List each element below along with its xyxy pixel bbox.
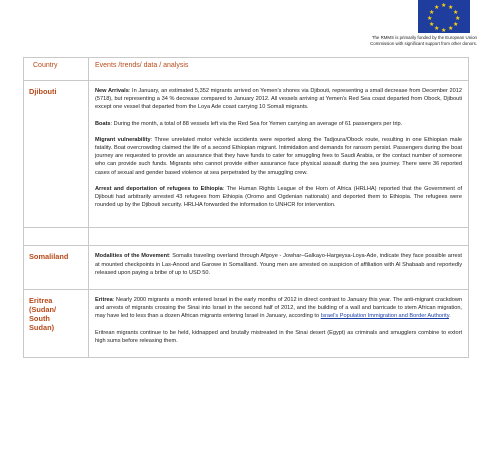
migrant-vulnerability-text: : Three unrelated motor vehicle accidents were reported along the Tadjoura/Obock route, resulting in one Ethiopian male fatality. Boat overcrowding claimed the life of a second Ethiopian migrant. Intimidation and demands for ransom persist. Passengers during the boat journey are requested to provide an assurance that they have funds to cater for smuggling fees to Saudi Arabia, or the contact number of someone who can provide such funds. Migrants who cannot provide either assurance face physical assault during the sea journey. There were 36 reported cases of sexual and gender based violence at sea perpetrated by the smuggling crew. bbox=[95, 136, 462, 176]
eu-flag-icon: ★ ★ ★ ★ ★ ★ ★ ★ ★ ★ ★ ★ bbox=[418, 0, 470, 33]
events-table bbox=[23, 57, 469, 358]
modalities-text: : Somalis traveling overland through Afgoye - Jowhar–Galkayo-Hargeysa-Loya-Ade, indicate they face possible arrest at mounted checkpoints in Las-Anood and Garowe in Somaliland. Young men are arrested on suspicion of affiliation with Al Shabaab and reportedly released upon paying a bribe of up to USD 50. bbox=[95, 253, 462, 276]
israel-population-authority-link[interactable]: Israel's Population Immigration and Border Authority bbox=[320, 313, 450, 320]
country-eritrea-line2: (Sudan/ bbox=[29, 305, 57, 315]
djibouti-boats bbox=[95, 120, 462, 128]
country-eritrea-line3: South bbox=[29, 314, 50, 324]
eritrea-paragraph-1 bbox=[95, 296, 462, 321]
funding-note-line2: Commission with significant support from other donors. bbox=[370, 41, 477, 46]
country-djibouti: Djibouti bbox=[24, 81, 89, 228]
funding-note-line1: The RMMS is primarily funded by the European Union bbox=[371, 35, 477, 40]
somaliland-modalities bbox=[95, 252, 462, 277]
table-row-spacer bbox=[24, 228, 469, 246]
djibouti-new-arrivals bbox=[95, 87, 462, 112]
country-eritrea bbox=[24, 290, 89, 358]
migrant-vulnerability-label: Migrant vulnerability bbox=[95, 136, 151, 143]
somaliland-content bbox=[89, 246, 469, 290]
header-events: Events /trends/ data / analysis bbox=[89, 58, 469, 81]
eritrea-label: Eritrea bbox=[95, 297, 113, 304]
table-row-somaliland bbox=[24, 246, 469, 290]
modalities-label: Modalities of the Movement bbox=[95, 253, 169, 260]
arrest-deportation-text: : The Human Rights League of the Horn of Africa (HRLHA) reported that the Government of Djibouti had arbitrarily arrested 43 refugees from Ethiopia (Oromo and Ogdenian nationals) and deported them to Ethiopia. The refugees were rounded up by the Djibouti security. HRLHA forwarded the information to UNHCR for intervention. bbox=[95, 185, 463, 209]
new-arrivals-label: New Arrivals bbox=[95, 88, 129, 94]
eritrea-content bbox=[89, 290, 469, 358]
new-arrivals-text: : In January, an estimated 5,352 migrants arrived on Yemen's shores via Djibouti, representing a small decrease from December 2012 (5718), but representing a 34 % decrease compared to January 2012. All vessels arriving at Yemen's Red Sea coast departed from Obock, Djibouti except one vessel that departed from the Loya Ade coast carrying 10 Somali migrants. bbox=[95, 88, 462, 111]
table-header-row bbox=[24, 58, 469, 81]
arrest-deportation-label: Arrest and deportation of refugees to Ethiopia bbox=[95, 185, 223, 192]
table-row-eritrea bbox=[24, 290, 469, 358]
boats-label: Boats bbox=[95, 120, 111, 127]
boats-text: : During the month, a total of 88 vessels left via the Red Sea for Yemen carrying an average of 61 passengers per trip. bbox=[110, 120, 403, 127]
country-somaliland: Somaliland bbox=[24, 246, 89, 290]
eritrea-text: : Nearly 2000 migrants a month entered Israel in the early months of 2012 in direct contrast to January this year. The anti-migrant crackdown and arrests of migrants crossing the Sinai into Israel in the second half of 2012, and the building of a wall and barricade to stem African migration, may have led to less than a dozen African migrants entering Israel in January, according to bbox=[95, 297, 462, 320]
djibouti-migrant-vulnerability bbox=[95, 136, 462, 177]
djibouti-arrest-deportation bbox=[95, 185, 462, 210]
country-eritrea-line1: Eritrea bbox=[29, 296, 53, 306]
country-eritrea-line4: Sudan) bbox=[29, 323, 55, 333]
eritrea-paragraph-2: Eritrean migrants continue to be held, kidnapped and brutally mistreated in the Sinai desert (Egypt) as criminals and smugglers combine to extort high sums before releasing them. bbox=[95, 329, 462, 344]
header-country: Country bbox=[24, 58, 89, 81]
eritrea-text-end: . bbox=[449, 313, 451, 320]
funding-note bbox=[307, 35, 477, 47]
table-row-djibouti bbox=[24, 81, 469, 228]
djibouti-content bbox=[89, 81, 469, 228]
